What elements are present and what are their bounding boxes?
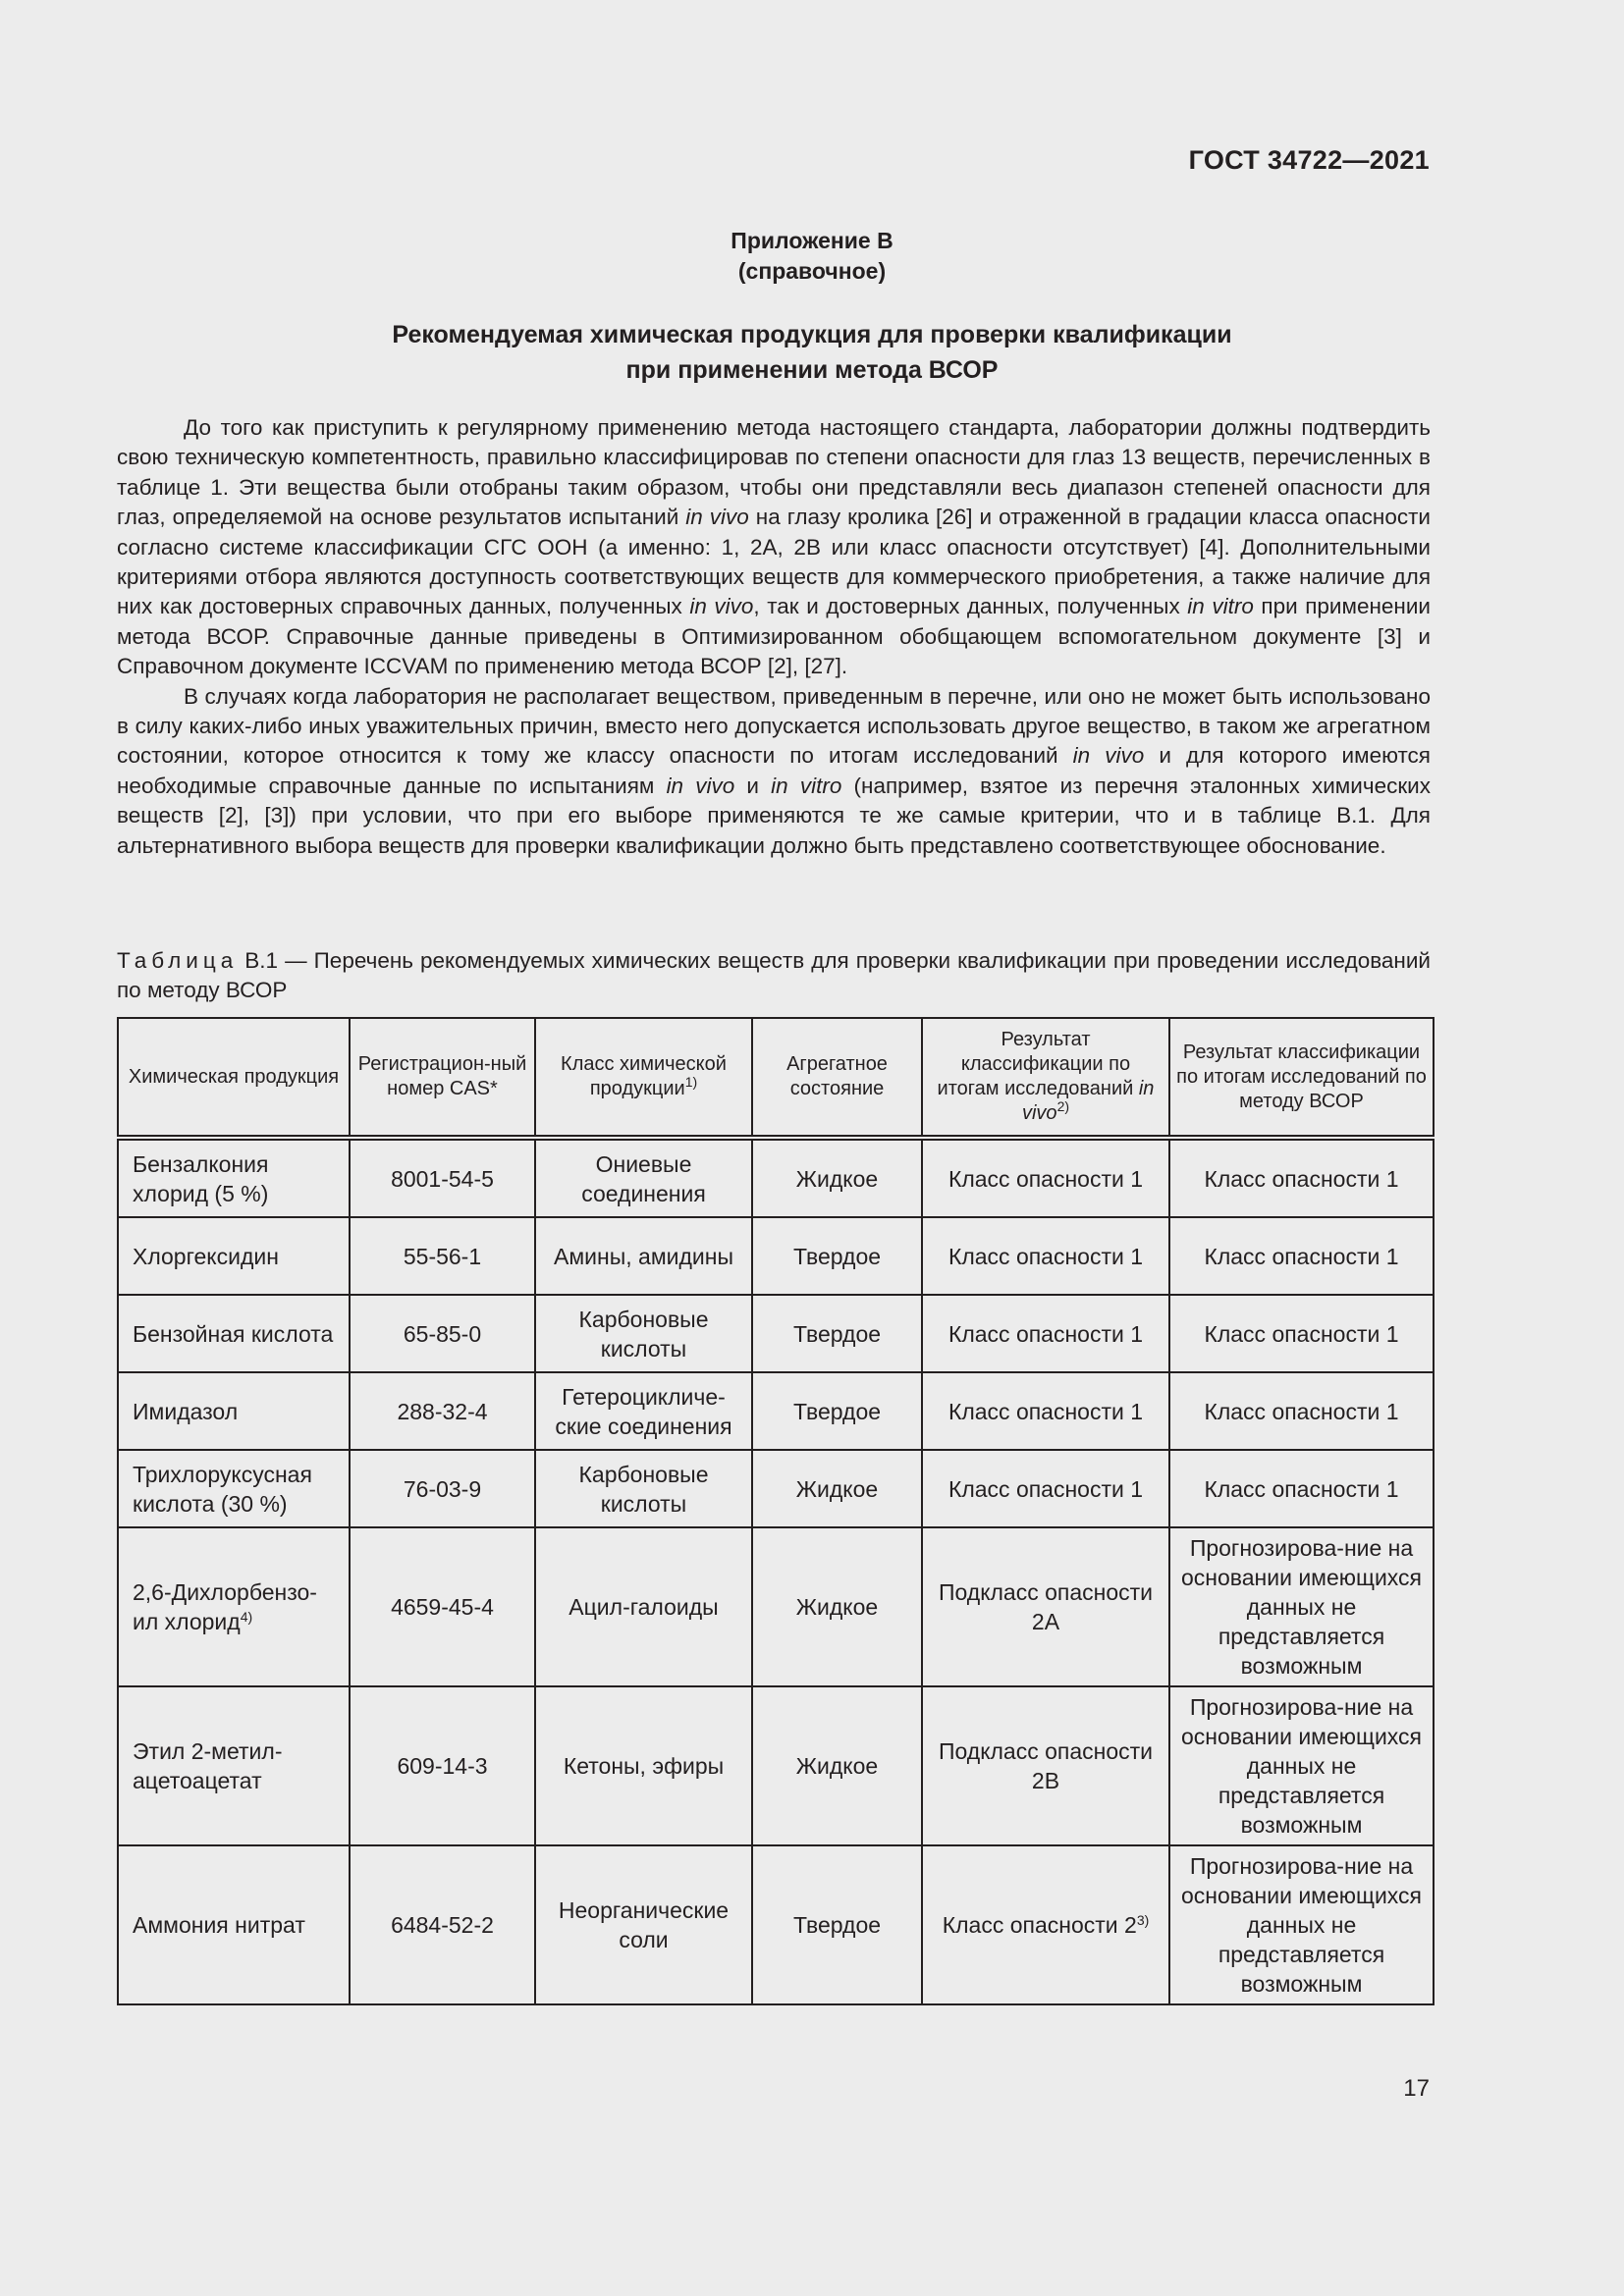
cell-state: Жидкое [752,1686,922,1845]
p1-italic-3: in vitro [1187,594,1254,619]
header-invivo-italic: in vivo [1021,1078,1155,1124]
cell-class: Неорганические соли [535,1845,752,2004]
table-caption [117,946,1431,1005]
header-state: Агрегатное состояние [752,1018,922,1138]
title-line-2: при применении метода ВСОР [625,356,999,384]
table-row [118,1295,1434,1372]
table-caption-text: В.1 — Перечень рекомендуемых химических веществ для проверки квалификации при проведении исследований по методу ВСОР [117,948,1431,1002]
cell-product: Хлоргексидин [118,1217,350,1295]
substances-table [117,1017,1435,2005]
cell-bcop: Класс опасности 1 [1169,1295,1434,1372]
page-number: 17 [1403,2075,1430,2102]
p2-text-4: (например, взятое из перечня эталонных химических веществ [2], [3]) при условии, что при его выборе применяются те же самые критерии, что и в таблице В.1. Для альтернативного выбора веществ для проверки квалификации должно быть представлено соответствующее обоснование. [117,773,1431,858]
page-title [0,317,1624,388]
appendix-label: Приложение В [731,228,893,253]
title-line-1: Рекомендуемая химическая продукция для проверки квалификации [392,321,1232,348]
cell-product: Аммония нитрат [118,1845,350,2004]
header-invivo-text: Результат классификации по итогам исследований [937,1029,1139,1099]
cell-product: Имидазол [118,1372,350,1450]
cell-cas: 4659-45-4 [350,1527,535,1686]
cell-product: Трихлоруксусная кислота (30 %) [118,1450,350,1527]
cell-class: Ацил-галоиды [535,1527,752,1686]
cell-cas: 8001-54-5 [350,1138,535,1217]
paragraph-1 [117,413,1431,682]
cell-cas: 288-32-4 [350,1372,535,1450]
cell-product [118,1527,350,1686]
cell-cas: 55-56-1 [350,1217,535,1295]
cell-invivo-footnote: 3) [1136,1912,1150,1928]
cell-invivo: Подкласс опасности 2В [922,1686,1169,1845]
cell-class: Амины, амидины [535,1217,752,1295]
cell-bcop: Класс опасности 1 [1169,1138,1434,1217]
p2-text-3: и [734,773,772,798]
cell-bcop: Прогнозирова-ние на основании имеющихся данных не представляется возможным [1169,1527,1434,1686]
cell-class: Кетоны, эфиры [535,1686,752,1845]
cell-bcop: Прогнозирова-ние на основании имеющихся данных не представляется возможным [1169,1686,1434,1845]
header-cas: Регистрацион-ный номер CAS* [350,1018,535,1138]
cell-bcop: Класс опасности 1 [1169,1372,1434,1450]
cell-bcop: Класс опасности 1 [1169,1450,1434,1527]
header-bcop: Результат классификации по итогам исследований по методу ВСОР [1169,1018,1434,1138]
table-header-row [118,1018,1434,1138]
cell-invivo: Класс опасности 1 [922,1295,1169,1372]
p2-italic-1: in vivo [1072,743,1145,769]
p1-text-3: , так и достоверных данных, полученных [753,594,1188,619]
table-row [118,1138,1434,1217]
cell-product: Бензойная кислота [118,1295,350,1372]
cell-class: Гетероцикличе-ские соединения [535,1372,752,1450]
p1-text-1: До того как приступить к регулярному применению метода настоящего стандарта, лаборатории должны подтвердить свою техническую компетентность, правильно классифицировав по степени опасности для глаз 13 веществ, перечисленных в таблице 1. Эти вещества были отобраны таким образом, чтобы они представляли весь диапазон степеней опасности для глаз, определяемой на основе результатов испытаний [117,415,1431,530]
cell-invivo: Класс опасности 1 [922,1372,1169,1450]
cell-product-footnote: 4) [240,1609,253,1625]
cell-state: Жидкое [752,1527,922,1686]
p2-italic-3: in vitro [771,773,842,798]
cell-invivo: Класс опасности 1 [922,1217,1169,1295]
standard-code: ГОСТ 34722—2021 [1188,145,1430,175]
cell-invivo: Класс опасности 1 [922,1450,1169,1527]
table-row [118,1372,1434,1450]
cell-product: Этил 2-метил-ацетоацетат [118,1686,350,1845]
cell-invivo [922,1845,1169,2004]
cell-class: Ониевые соединения [535,1138,752,1217]
table-row [118,1527,1434,1686]
header-product: Химическая продукция [118,1018,350,1138]
cell-cas: 6484-52-2 [350,1845,535,2004]
p1-text-2: на глазу кролика [26] и отраженной в градации класса опасности согласно системе классификации СГС ООН (а именно: 1, 2А, 2В или класс опасности отсутствует) [4]. Дополнительными критериями отбора являются доступность соответствующих веществ для коммерческого приобретения, а также наличие для них как достоверных справочных данных, полученных [117,505,1431,619]
cell-cas: 65-85-0 [350,1295,535,1372]
header-invivo-footnote: 2) [1056,1098,1070,1114]
table-row [118,1450,1434,1527]
p1-text-4: при применении метода ВСОР. Справочные данные приведены в Оптимизированном обобщающем вспомогательном документе [3] и Справочном документе ICCVAM по применению метода ВСОР [2], [27]. [117,594,1431,679]
cell-product-text: 2,6-Дихлорбензо-ил хлорид [133,1579,317,1634]
p2-text-1: В случаях когда лаборатория не располагает веществом, приведенным в перечне, или оно не может быть использовано в силу каких-либо иных уважительных причин, вместо него допускается использовать другое вещество, в таком же агрегатном состоянии, которое относится к тому же классу опасности по итогам исследований [117,683,1431,769]
table-caption-label: Таблица [117,948,239,973]
p1-italic-1: in vivo [685,505,749,530]
p2-italic-2: in vivo [666,773,735,798]
header-invivo [922,1018,1169,1138]
header-class-footnote: 1) [684,1074,698,1090]
cell-invivo-text: Класс опасности 2 [942,1912,1137,1938]
cell-invivo: Класс опасности 1 [922,1138,1169,1217]
cell-cas: 609-14-3 [350,1686,535,1845]
paragraph-2 [117,682,1431,861]
cell-state: Твердое [752,1845,922,2004]
cell-class: Карбоновые кислоты [535,1450,752,1527]
p2-text-2: и для которого имеются необходимые справочные данные по испытаниям [117,743,1431,798]
cell-cas: 76-03-9 [350,1450,535,1527]
cell-class: Карбоновые кислоты [535,1295,752,1372]
table-row [118,1686,1434,1845]
cell-bcop: Класс опасности 1 [1169,1217,1434,1295]
table-row [118,1217,1434,1295]
cell-invivo: Подкласс опасности 2А [922,1527,1169,1686]
cell-state: Твердое [752,1217,922,1295]
header-class-text: Класс химической продукции [561,1053,727,1099]
cell-bcop: Прогнозирова-ние на основании имеющихся данных не представляется возможным [1169,1845,1434,2004]
table-row [118,1845,1434,2004]
cell-state: Жидкое [752,1450,922,1527]
cell-state: Твердое [752,1372,922,1450]
cell-state: Жидкое [752,1138,922,1217]
body-text [117,413,1431,861]
cell-product: Бензалкония хлорид (5 %) [118,1138,350,1217]
cell-state: Твердое [752,1295,922,1372]
appendix-type: (справочное) [737,258,887,284]
p1-italic-2: in vivo [689,594,754,619]
header-class [535,1018,752,1138]
